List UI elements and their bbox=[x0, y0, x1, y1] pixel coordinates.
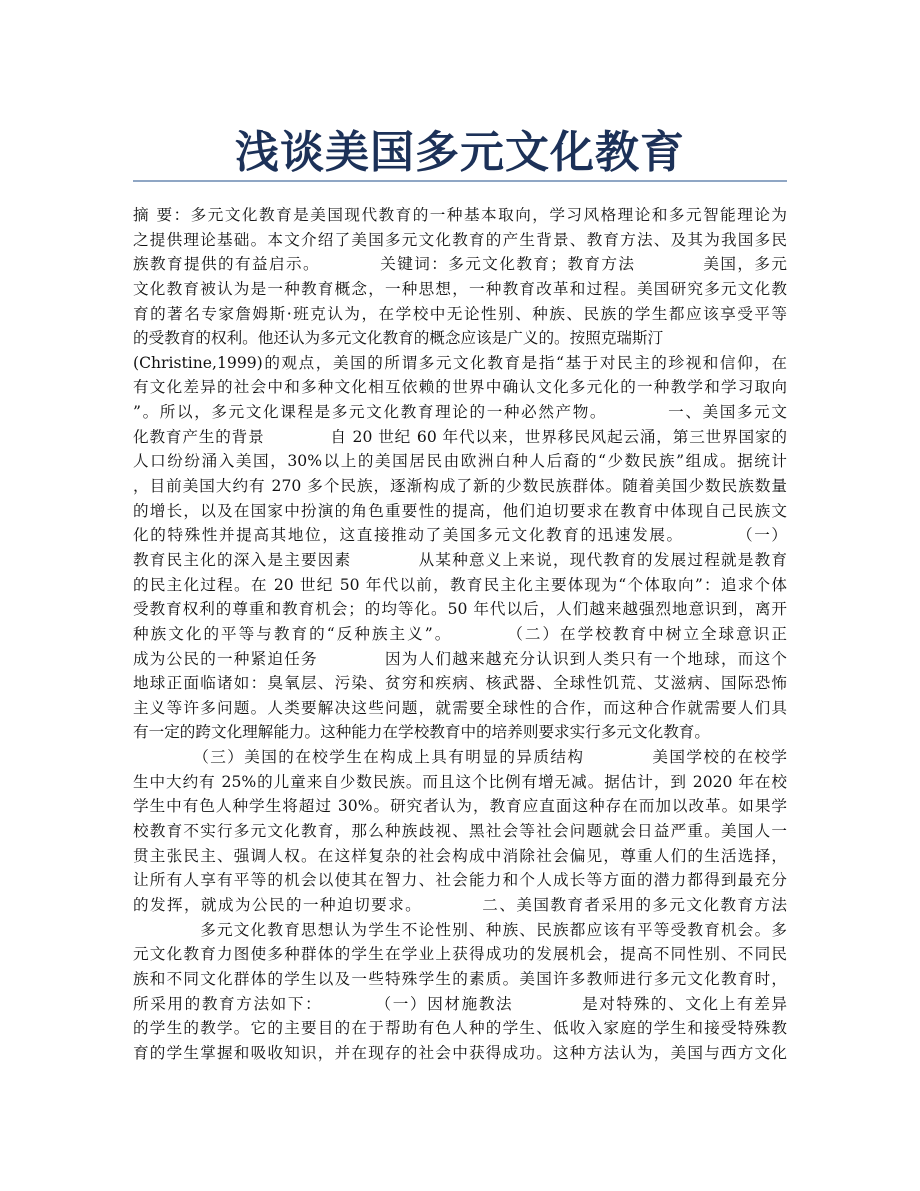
title-divider bbox=[133, 180, 787, 182]
text-line: 生中大约有 25%的儿童来自少数民族。而且这个比例有增无减。据估计，到 2020 年在校 bbox=[133, 772, 787, 791]
text-line: 的增长，以及在国家中扮演的角色重要性的提高，他们迫切要求在教育中体现自己民族文 bbox=[133, 501, 787, 520]
text-line: 有一定的跨文化理解能力。这种能力在学校教育中的培养则要求实行多元文化教育。 bbox=[133, 723, 710, 742]
text-line: (Christine,1999)的观点，美国的所谓多元文化教育是指“基于对民主的珍视和信仰，在 bbox=[133, 353, 787, 372]
text-line: ”。所以，多元文化课程是多元文化教育理论的一种必然产物。 一、美国多元文 bbox=[133, 403, 787, 422]
text-line: 校教育不实行多元文化教育，那么种族歧视、黑社会等社会问题就会日益严重。美国人一 bbox=[133, 822, 787, 841]
text-line: 地球正面临诸如：臭氧层、污染、贫穷和疾病、核武器、全球性饥荒、艾滋病、国际恐怖 bbox=[133, 674, 787, 693]
text-line: 族和不同文化群体的学生以及一些特殊学生的素质。美国许多教师进行多元文化教育时， bbox=[133, 969, 787, 988]
text-line: 主义等许多问题。人类要解决这些问题，就需要全球性的合作，而这种合作就需要人们具 bbox=[133, 698, 787, 717]
text-line: （三）美国的在校学生在构成上具有明显的异质结构 美国学校的在校学 bbox=[133, 748, 787, 767]
text-line: 学生中有色人种学生将超过 30%。研究者认为，教育应直面这种存在而加以改革。如果学 bbox=[133, 797, 787, 816]
text-line: 的民主化过程。在 20 世纪 50 年代以前，教育民主化主要体现为“个体取向”：追求个体 bbox=[133, 575, 787, 594]
text-line: ，目前美国大约有 270 多个民族，逐渐构成了新的少数民族群体。随着美国少数民族数量 bbox=[133, 477, 787, 496]
text-line: 种族文化的平等与教育的“反种族主义”。 （二）在学校教育中树立全球意识正 bbox=[133, 624, 787, 643]
text-line: 贯主张民主、强调人权。在这样复杂的社会构成中消除社会偏见，尊重人们的生活选择， bbox=[133, 846, 787, 865]
text-line: 育的学生掌握和吸收知识，并在现存的社会中获得成功。这种方法认为，美国与西方文化 bbox=[133, 1043, 787, 1062]
document-title: 浅谈美国多元文化教育 bbox=[235, 127, 685, 178]
text-line: 人口纷纷涌入美国，30%以上的美国居民由欧洲白种人后裔的“少数民族”组成。据统计 bbox=[133, 452, 787, 471]
text-line: 摘 要：多元文化教育是美国现代教育的一种基本取向，学习风格理论和多元智能理论为 bbox=[133, 206, 787, 224]
text-line: 之提供理论基础。本文介绍了美国多元文化教育的产生背景、教育方法、及其为我国多民 bbox=[133, 230, 787, 249]
text-line: 多元文化教育思想认为学生不论性别、种族、民族都应该有平等受教育机会。多 bbox=[133, 920, 787, 939]
text-line: 有文化差异的社会中和多种文化相互依赖的世界中确认文化多元化的一种教学和学习取向 bbox=[133, 378, 787, 397]
text-line: 成为公民的一种紧迫任务 因为人们越来越充分认识到人类只有一个地球，而这个 bbox=[133, 649, 787, 668]
text-line: 教育民主化的深入是主要因素 从某种意义上来说，现代教育的发展过程就是教育 bbox=[133, 550, 787, 569]
text-line: 族教育提供的有益启示。 关键词：多元文化教育；教育方法 美国，多元 bbox=[133, 255, 787, 274]
text-line: 所采用的教育方法如下： （一）因材施教法 是对特殊的、文化上有差异 bbox=[133, 994, 787, 1013]
document-body bbox=[133, 203, 787, 1065]
text-line: 受教育权利的尊重和教育机会；的均等化。50 年代以后，人们越来越强烈地意识到，离开 bbox=[133, 600, 787, 619]
text-line: 文化教育被认为是一种教育概念，一种思想，一种教育改革和过程。美国研究多元文化教 bbox=[133, 279, 787, 298]
text-line: 化教育产生的背景 自 20 世纪 60 年代以来，世界移民风起云涌，第三世界国家的 bbox=[133, 427, 787, 446]
text-line: 化的特殊性并提高其地位，这直接推动了美国多元文化教育的迅速发展。 （一） bbox=[133, 526, 787, 545]
text-line: 的发挥，就成为公民的一种迫切要求。 二、美国教育者采用的多元文化教育方法 bbox=[133, 895, 787, 914]
text-line: 让所有人享有平等的机会以使其在智力、社会能力和个人成长等方面的潜力都得到最充分 bbox=[133, 871, 787, 890]
text-line: 的学生的教学。它的主要目的在于帮助有色人种的学生、低收入家庭的学生和接受特殊教 bbox=[133, 1019, 787, 1038]
text-line: 育的著名专家詹姆斯·班克认为，在学校中无论性别、种族、民族的学生都应该享受平等 bbox=[133, 304, 787, 323]
text-line: 元文化教育力图使多种群体的学生在学业上获得成功的发展机会，提高不同性别、不同民 bbox=[133, 945, 787, 964]
text-line: 的受教育的权利。他还认为多元文化教育的概念应该是广义的。按照克瑞斯汀 bbox=[133, 329, 664, 348]
